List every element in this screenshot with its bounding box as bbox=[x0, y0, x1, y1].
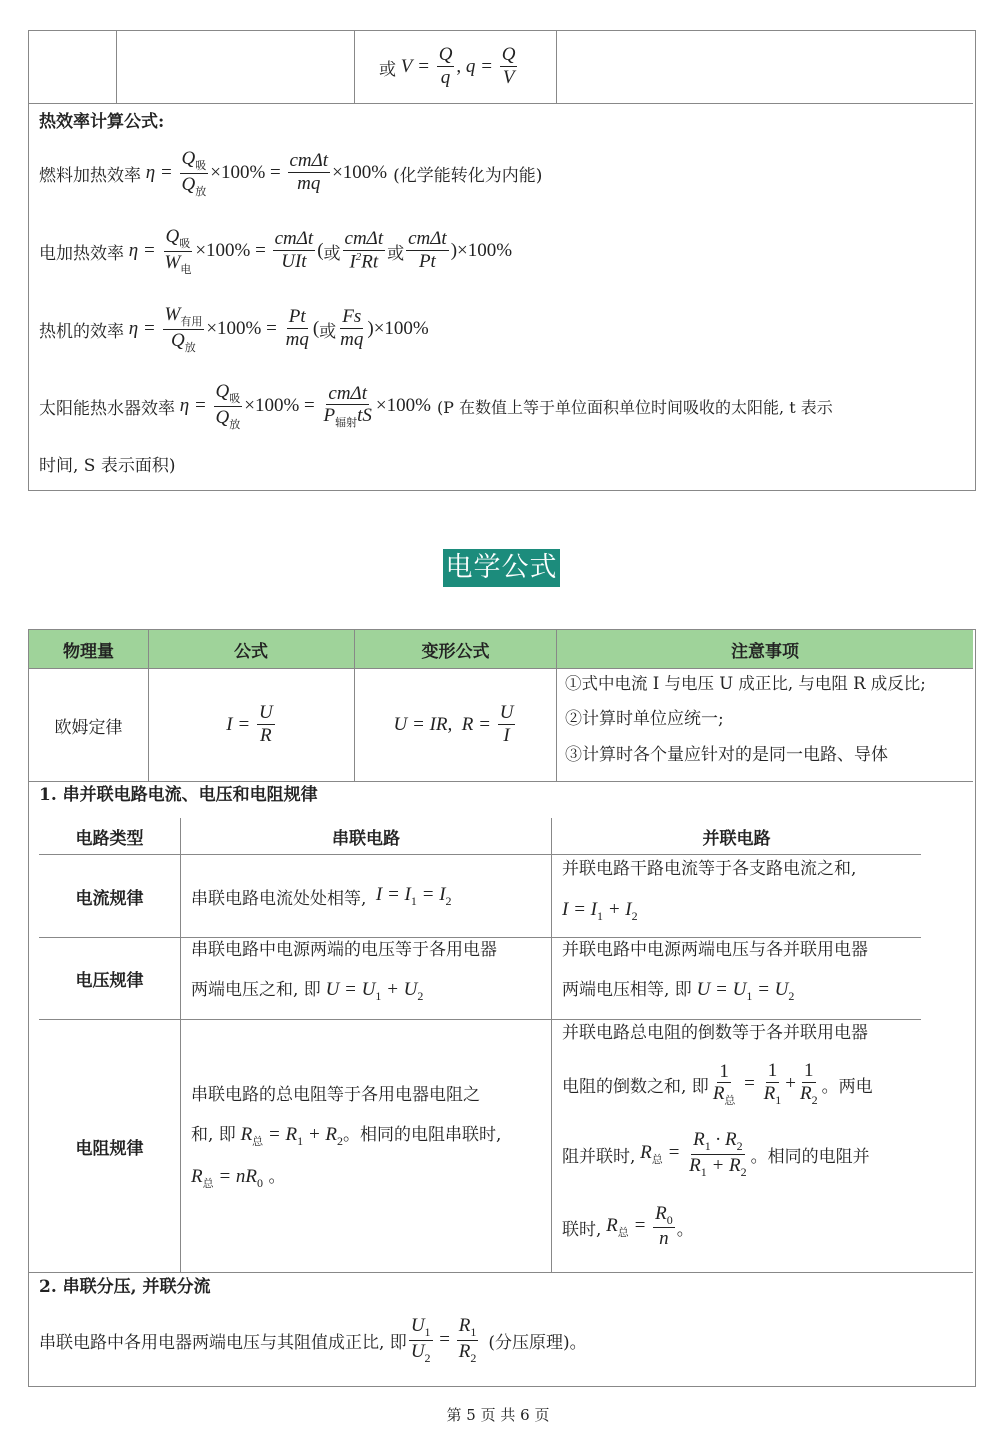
solar-efficiency-formula: 太阳能热水器效率 η = $\frac{Q_吸}{Q_放}$ ×100% = $\frac{\text{cmΔt}}{P_{辐射}tS}$ ×100% (P 在数值上等于单位面积单位时间吸收的太阳能, t 表示 bbox=[39, 381, 833, 431]
alt-prefix: 或 bbox=[379, 59, 396, 80]
fuel-note: (化学能转化为内能) bbox=[393, 165, 543, 186]
voltage-rule-label: 电压规律 bbox=[75, 971, 144, 991]
solar-note: (P 在数值上等于单位面积单位时间吸收的太阳能, t 表示 bbox=[436, 397, 833, 417]
current-rule-label: 电流规律 bbox=[75, 888, 144, 909]
table-divider bbox=[29, 103, 973, 104]
heat-value-formula: 或 V = $\frac{Q}{q}$ , q = $\frac{Q}{V}$ bbox=[379, 44, 516, 89]
series-parallel-title: 1. 串并联电路电流、电压和电阻规律 bbox=[39, 785, 318, 805]
header-formula: 公式 bbox=[234, 641, 268, 662]
current-series-text: 串联电路电流处处相等, $I = I_1 = I_2$ bbox=[191, 883, 452, 909]
header-variant: 变形公式 bbox=[421, 641, 490, 662]
fuel-label: 燃料加热效率 bbox=[39, 165, 141, 186]
resistance-parallel-text: 并联电路总电阻的倒数等于各并联用电器 电阻的倒数之和, 即 $\frac{1}{R_总}$ = $\frac{1}{R_1}$ + $\frac{1}{R_2}$ 。两电 阻并联时, $R_总$ = $\frac{R_1 \cdot R_2}{R_1 + R_2}$ 。相同的电阻并 联时, $R_总$ = $\frac{R_0}{n}$ 。 bbox=[562, 1023, 873, 1250]
solar-label: 太阳能热水器效率 bbox=[39, 398, 175, 419]
page-footer: 第 5 页 共 6 页 bbox=[446, 1406, 550, 1424]
solar-note-continued: 时间, S 表示面积) bbox=[39, 455, 176, 476]
ohm-law-label: 欧姆定律 bbox=[54, 717, 123, 738]
divider-title: 2. 串联分压, 并联分流 bbox=[39, 1277, 211, 1297]
table-divider bbox=[354, 31, 355, 103]
inner-header-parallel: 并联电路 bbox=[702, 828, 771, 849]
table-divider bbox=[556, 31, 557, 103]
inner-header-type: 电路类型 bbox=[75, 828, 144, 849]
header-notes: 注意事项 bbox=[731, 641, 799, 662]
note-item: ②计算时单位应统一; bbox=[565, 709, 724, 729]
table-divider bbox=[116, 31, 117, 103]
voltage-divider-text: 串联电路中各用电器两端电压与其阻值成正比, 即 $\frac{U_1}{U_2}$ = $\frac{R_1}{R_2}$ (分压原理)。 bbox=[39, 1315, 587, 1365]
voltage-series-text: 串联电路中电源两端的电压等于各用电器 两端电压之和, 即 $U = U_1 + U_2$ bbox=[191, 940, 497, 1003]
engine-efficiency-formula: 热机的效率 η = $\frac{W_{有用}}{Q_放}$ ×100% = $\frac{Pt}{mq}$ ( 或 $\frac{Fs}{mq}$ ) ×100% bbox=[39, 304, 429, 354]
note-item: ①式中电流 I 与电压 U 成正比, 与电阻 R 成反比; bbox=[565, 674, 926, 693]
electric-table bbox=[28, 629, 976, 1387]
fuel-efficiency-formula: 燃料加热效率 η = $\frac{Q_吸}{Q_放}$ ×100% = $\frac{\text{cmΔt}}{mq}$ ×100% (化学能转化为内能) bbox=[39, 148, 543, 198]
header-quantity: 物理量 bbox=[63, 641, 114, 662]
voltage-parallel-text: 并联电路中电源两端电压与各并联用电器 两端电压相等, 即 $U = U_1 = U_2$ bbox=[562, 940, 868, 1003]
ohm-law-variants: U = IR, R = $\frac{U}{I}$ bbox=[393, 702, 514, 747]
heat-efficiency-title: 热效率计算公式: bbox=[39, 111, 165, 132]
electric-label: 电加热效率 bbox=[39, 243, 124, 264]
table-divider bbox=[556, 630, 557, 781]
ohm-law-formula: I = $\frac{U}{R}$ bbox=[226, 702, 273, 747]
electric-efficiency-formula: 电加热效率 η = $\frac{Q_吸}{W_电}$ ×100% = $\frac{\text{cmΔt}}{\text{UIt}}$ ( 或 $\frac{\text{cmΔt}}{I^2Rt}$ 或 $\frac{\text{cmΔt}}{Pt}$ ) ×100% bbox=[39, 226, 513, 276]
table-divider bbox=[180, 818, 181, 1272]
table-divider bbox=[29, 1272, 973, 1273]
resistance-rule-label: 电阻规律 bbox=[75, 1138, 144, 1159]
section-title: 电学公式 bbox=[443, 549, 560, 587]
ohm-law-notes bbox=[565, 670, 971, 781]
table-divider bbox=[551, 818, 552, 1272]
heat-table bbox=[28, 30, 976, 491]
note-item: ③计算时各个量应针对的是同一电路、导体 bbox=[565, 745, 888, 765]
engine-label: 热机的效率 bbox=[39, 321, 124, 342]
resistance-series-text: 串联电路的总电阻等于各用电器电阻之 和, 即 $R_总 = R_1 + R_2$。相同的电阻串联时, $R_总 = nR_0$ 。 bbox=[191, 1085, 502, 1190]
current-parallel-text: 并联电路干路电流等于各支路电流之和, $I = I_1 + I_2$ bbox=[562, 859, 857, 923]
inner-header-series: 串联电路 bbox=[332, 828, 400, 849]
